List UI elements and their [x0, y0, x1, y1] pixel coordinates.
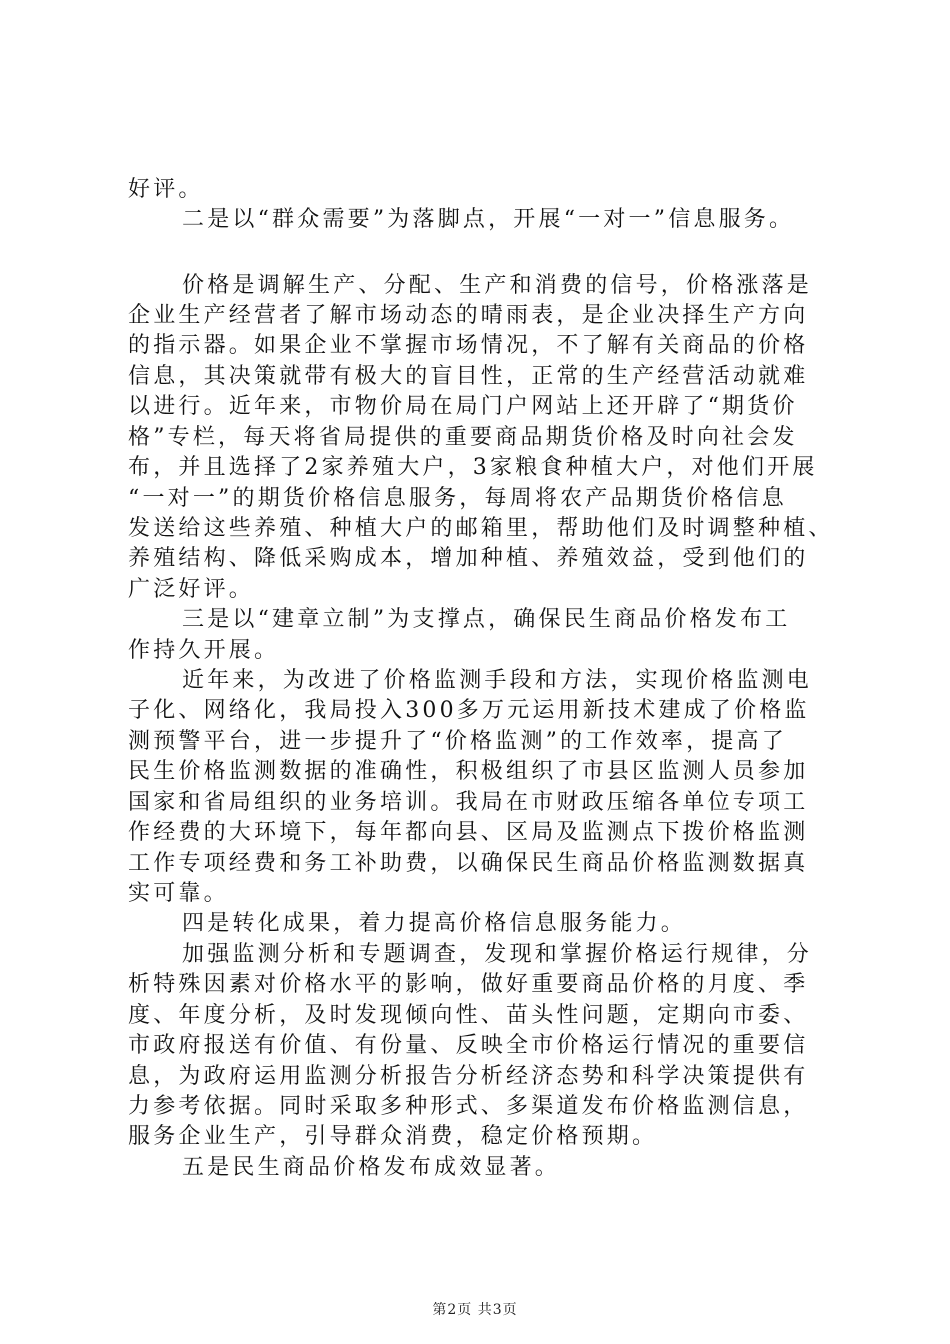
section-heading-continued: 作持久开展。: [128, 638, 280, 663]
paragraph-line: 发送给这些养殖、种植大户的邮箱里，帮助他们及时调整种植、: [128, 516, 834, 541]
section-heading: 五是民生商品价格发布成效显著。: [182, 1155, 561, 1180]
paragraph-line: 析特殊因素对价格水平的影响，做好重要商品价格的月度、季: [128, 972, 809, 997]
paragraph-line: 子化、网络化，我局投入300多万元运用新技术建成了价格监: [128, 698, 810, 723]
paragraph-line: 市政府报送有价值、有份量、反映全市价格运行情况的重要信: [128, 1033, 809, 1058]
paragraph-line: 广泛好评。: [128, 577, 255, 602]
paragraph-line: 力参考依据。同时采取多种形式、多渠道发布价格监测信息，: [128, 1094, 809, 1119]
paragraph-line: 国家和省局组织的业务培训。我局在市财政压缩各单位专项工: [128, 790, 809, 815]
section-heading: 四是转化成果，着力提高价格信息服务能力。: [182, 911, 687, 936]
paragraph-line: 息，为政府运用监测分析报告分析经济态势和科学决策提供有: [128, 1064, 809, 1089]
paragraph-line: 近年来，为改进了价格监测手段和方法，实现价格监测电: [182, 668, 813, 693]
paragraph-line: 价格是调解生产、分配、生产和消费的信号，价格涨落是: [182, 273, 813, 298]
section-heading: 二是以“群众需要”为落脚点，开展“一对一”信息服务。: [182, 207, 795, 232]
paragraph-line: 民生价格监测数据的准确性，积极组织了市县区监测人员参加: [128, 759, 809, 784]
paragraph-line: 信息，其决策就带有极大的盲目性，正常的生产经营活动就难: [128, 364, 809, 389]
page-number-footer: 第2页 共3页: [432, 1302, 518, 1318]
paragraph-line: 工作专项经费和务工补助费，以确保民生商品价格监测数据真: [128, 851, 809, 876]
paragraph-line: 实可靠。: [128, 881, 229, 906]
paragraph-line: “一对一”的期货价格信息服务，每周将农产品期货价格信息: [128, 486, 787, 511]
paragraph-line: 格”专栏，每天将省局提供的重要商品期货价格及时向社会发: [128, 425, 798, 450]
paragraph-line: 以进行。近年来，市物价局在局门户网站上还开辟了“期货价: [128, 394, 798, 419]
paragraph-line: 作经费的大环境下，每年都向县、区局及监测点下拨价格监测: [128, 820, 809, 845]
paragraph-line: 企业生产经营者了解市场动态的晴雨表，是企业决择生产方向: [128, 303, 809, 328]
section-heading: 三是以“建章立制”为支撑点，确保民生商品价格发布工: [182, 607, 791, 632]
paragraph-line: 好评。: [128, 177, 204, 202]
paragraph-line: 度、年度分析，及时发现倾向性、苗头性问题，定期向市委、: [128, 1003, 809, 1028]
paragraph-line: 布，并且选择了2家养殖大户，3家粮食种植大户，对他们开展: [128, 455, 818, 480]
paragraph-line: 测预警平台，进一步提升了“价格监测”的工作效率，提高了: [128, 729, 787, 754]
paragraph-line: 加强监测分析和专题调查，发现和掌握价格运行规律，分: [182, 942, 813, 967]
paragraph-line: 服务企业生产，引导群众消费，稳定价格预期。: [128, 1124, 658, 1149]
paragraph-line: 的指示器。如果企业不掌握市场情况，不了解有关商品的价格: [128, 333, 809, 358]
paragraph-line: 养殖结构、降低采购成本，增加种植、养殖效益，受到他们的: [128, 546, 809, 571]
